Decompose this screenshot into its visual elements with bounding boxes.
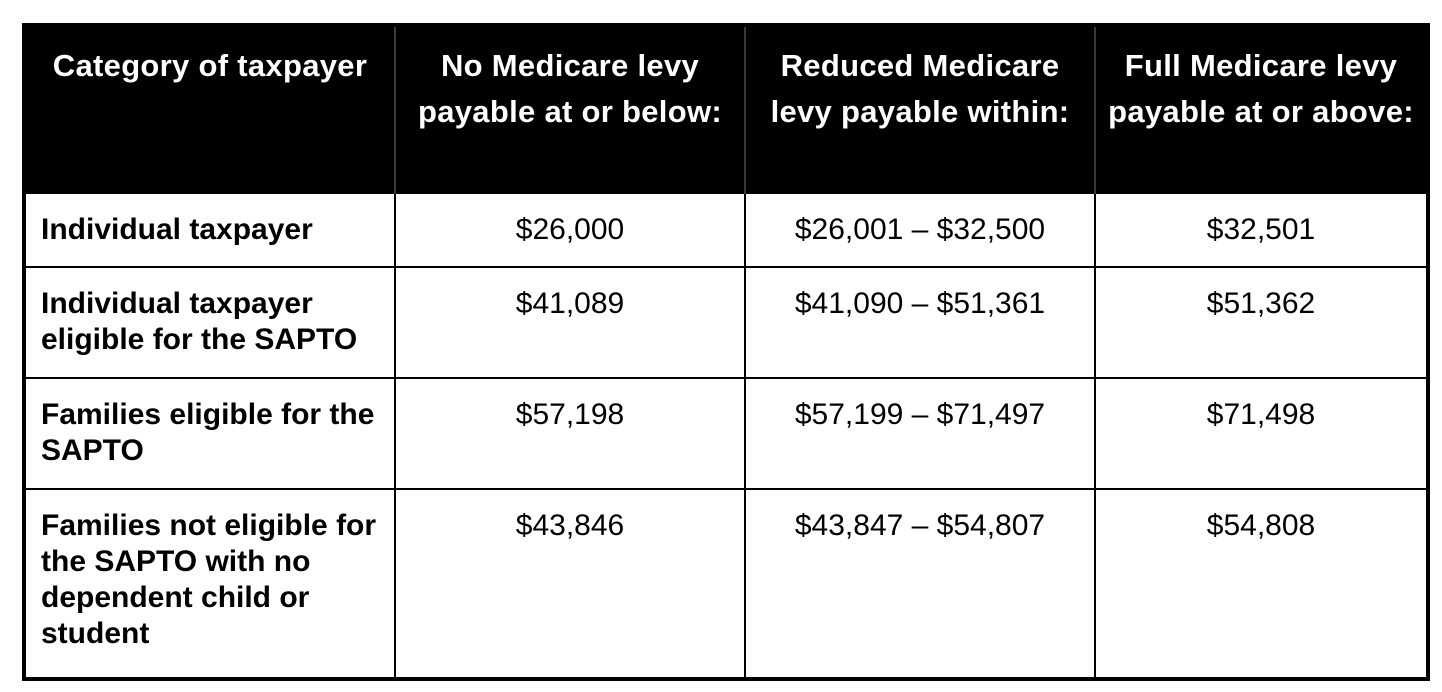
cell-full-levy: $32,501 [1095,194,1426,267]
cell-no-levy: $43,846 [395,489,745,677]
table-row [26,489,1426,677]
cell-category: Individual taxpayer [26,194,395,267]
cell-reduced-levy: $26,001 – $32,500 [745,194,1095,267]
cell-reduced-levy: $57,199 – $71,497 [745,378,1095,489]
cell-category: Families eligible for the SAPTO [26,378,395,489]
cell-reduced-levy: $41,090 – $51,361 [745,267,1095,378]
cell-no-levy: $26,000 [395,194,745,267]
cell-category: Individual taxpayer eligible for the SAPTO [26,267,395,378]
cell-category: Families not eligible for the SAPTO with no dependent child or student [26,489,395,677]
header-no-levy: No Medicare levy payable at or below: [395,27,745,194]
header-full-levy: Full Medicare levy payable at or above: [1095,27,1426,194]
medicare-levy-thresholds-table [26,27,1426,677]
cell-no-levy: $57,198 [395,378,745,489]
header-reduced-levy: Reduced Medicare levy payable within: [745,27,1095,194]
header-category: Category of taxpayer [26,27,395,194]
table-row [26,267,1426,378]
table-row [26,194,1426,267]
cell-full-levy: $71,498 [1095,378,1426,489]
cell-reduced-levy: $43,847 – $54,807 [745,489,1095,677]
table-row [26,378,1426,489]
cell-no-levy: $41,089 [395,267,745,378]
medicare-levy-table-frame [22,23,1430,681]
table-header-row [26,27,1426,194]
cell-full-levy: $51,362 [1095,267,1426,378]
cell-full-levy: $54,808 [1095,489,1426,677]
